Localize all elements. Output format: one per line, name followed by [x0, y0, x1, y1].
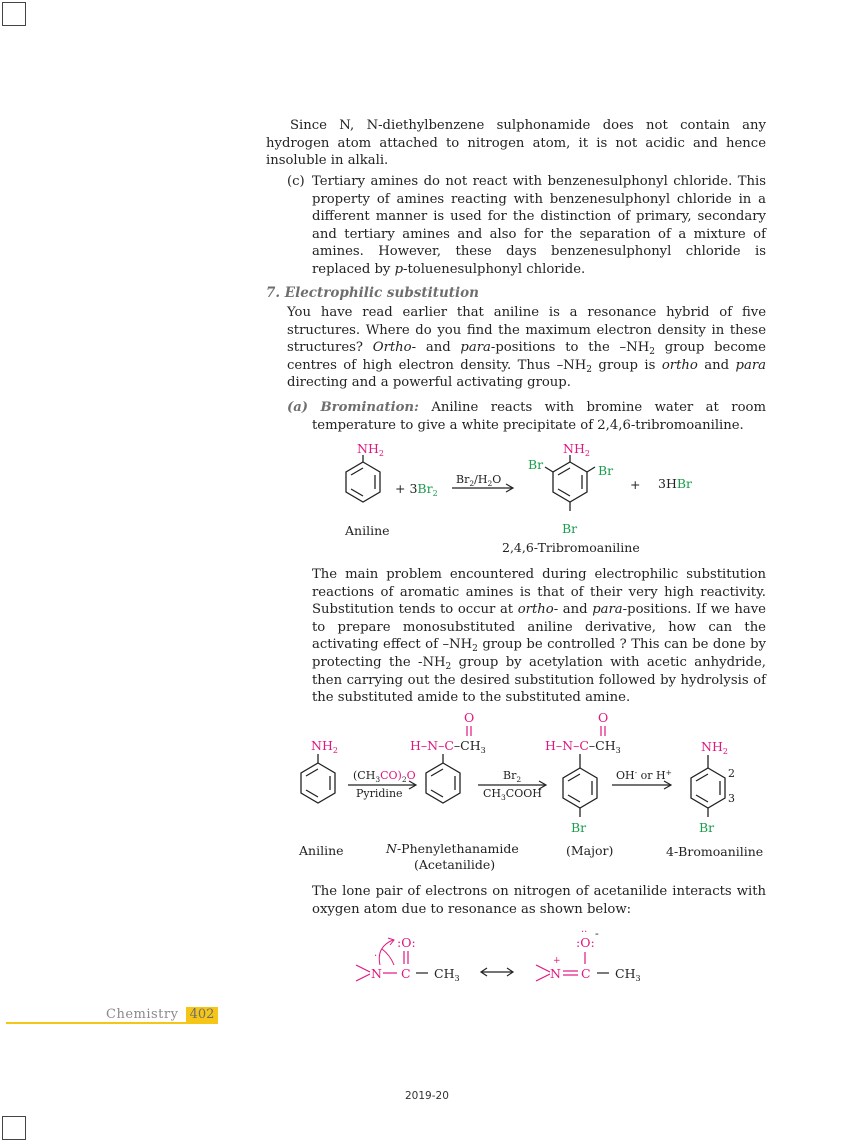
label-acetanilide: N-Phenylethanamide: [386, 841, 519, 856]
bromoaniline-br: Br: [699, 820, 715, 835]
curved-arrow-2: [382, 949, 394, 965]
svg-text:·: ·: [378, 951, 382, 962]
item-c-text: Tertiary amines do not react with benzenesulphonyl chloride. This property of amines reacting with benzenesulphonyl chloride in a different manner is used for the distinction of primary, secondary and tertiary amines and also for the separation of a mixture of amines. However, these days benzenesulphonyl chloride is replaced by p-toluenesulphonyl chloride.: [312, 174, 766, 277]
plus-sign: +: [630, 477, 641, 492]
footer-subject: Chemistry: [106, 1007, 179, 1022]
tribromoaniline-ring: [545, 455, 595, 511]
plus-3br2: + $3Br_2$: [395, 481, 438, 498]
label-tribromoaniline: 2,4,6-Tribromoaniline: [502, 540, 640, 555]
product-nh2: $NH_2$: [563, 441, 590, 458]
label-aniline: Aniline: [299, 843, 344, 858]
major-ring: [563, 754, 597, 817]
item-a-bromination: (a) Bromination: Aniline reacts with bromine water at room temperature to give a white precipitate of 2,4,6-tribromoaniline.: [287, 400, 766, 433]
footer-page-number: 402: [186, 1007, 218, 1022]
reagent-acetic-anhydride: $(CH_3CO)_2O$: [353, 769, 416, 784]
acetanilide-ring: [426, 754, 460, 803]
left-carbon: C: [401, 966, 411, 981]
right-plus: +: [553, 956, 561, 966]
position-2: 2: [728, 767, 735, 780]
major-br: Br: [571, 820, 587, 835]
label-major: (Major): [566, 843, 614, 858]
position-3: 3: [728, 792, 735, 805]
svg-text:·: ·: [374, 951, 378, 962]
crop-mark-top: [2, 2, 26, 26]
right-carbon: C: [581, 966, 591, 981]
bromination-reaction: [300, 435, 750, 560]
label-aniline: Aniline: [345, 523, 390, 538]
footer-rule: [6, 1022, 218, 1024]
product-br-left: Br: [528, 457, 544, 472]
left-oxygen: :O:: [397, 935, 416, 950]
crop-mark-bottom: [2, 1116, 26, 1140]
item-c-marker: (c): [287, 174, 305, 189]
right-nitrogen: N: [550, 966, 561, 981]
acetanilide-group: $H-N-C-CH_3$: [410, 738, 486, 755]
label-bromoaniline: 4-Bromoaniline: [666, 844, 764, 859]
svg-text:··: ··: [581, 927, 588, 938]
paragraph-acetylation: The main problem encountered during electrophilic substitution reactions of aromatic amines is that of their very high reactivity. Substitution tends to occur at ortho- and para-positions. If we have to prepare monosubstituted aniline derivative, how can the activating effect of $-NH_2$ group be controlled ? This can be done by protecting the $-NH_2$ group by acetylation with acetic anhydride, then carrying out the desired substitution followed by hydrolysis of the substituted amide to the substituted amine.: [312, 567, 766, 706]
arrow-conditions: $Br_2/H_2O$: [456, 473, 502, 488]
paragraph-sulphonamide: Since N, N-diethylbenzene sulphonamide does not contain any hydrogen atom attached to nitrogen atom, it is not acidic and hence insoluble in alkali.: [266, 118, 766, 169]
aniline-nh2: $NH_2$: [311, 738, 338, 755]
aniline-nh2: $NH_2$: [357, 441, 384, 458]
section-heading: 7. Electrophilic substitution: [266, 285, 479, 301]
right-oxygen: :O:: [576, 935, 595, 950]
bromoaniline-nh2: $NH_2$: [701, 739, 728, 756]
aniline-ring: [301, 754, 335, 803]
right-minus: -: [595, 927, 599, 940]
left-ch3: $CH_3$: [434, 966, 460, 983]
acetanilide-o: O: [464, 710, 475, 725]
reagent-acetic-acid: $CH_3COOH$: [483, 787, 542, 802]
major-o: O: [598, 710, 609, 725]
major-group: $H-N-C-CH_3$: [545, 738, 621, 755]
label-acetanilide-2: (Acetanilide): [414, 857, 496, 872]
product-br-bottom: Br: [562, 521, 578, 536]
reagent-pyridine: Pyridine: [356, 787, 403, 800]
product-br-right: Br: [598, 463, 614, 478]
right-ch3: $CH_3$: [615, 966, 641, 983]
reagent-hydrolysis: OH- or H+: [616, 768, 672, 782]
reagent-br2: $Br_2$: [503, 769, 522, 784]
resonance-structures: [350, 925, 660, 995]
bromoaniline-ring: [691, 755, 725, 817]
footer-year: 2019-20: [405, 1090, 449, 1102]
acetylation-scheme: [290, 706, 780, 876]
paragraph-resonance-hybrid: You have read earlier that aniline is a resonance hybrid of five structures. Where do you find the maximum electron density in these structures? Ortho- and para-positions to the $-NH_2$ group become centres of high electron density. Thus $-NH_2$ group is ortho and para directing and a powerful activating group.: [287, 305, 766, 391]
aniline-ring: [346, 455, 380, 502]
hbr: 3HBr: [658, 476, 693, 491]
left-nitrogen: N: [371, 966, 382, 981]
paragraph-lone-pair: The lone pair of electrons on nitrogen of acetanilide interacts with oxygen atom due to resonance as shown below:: [312, 884, 766, 917]
